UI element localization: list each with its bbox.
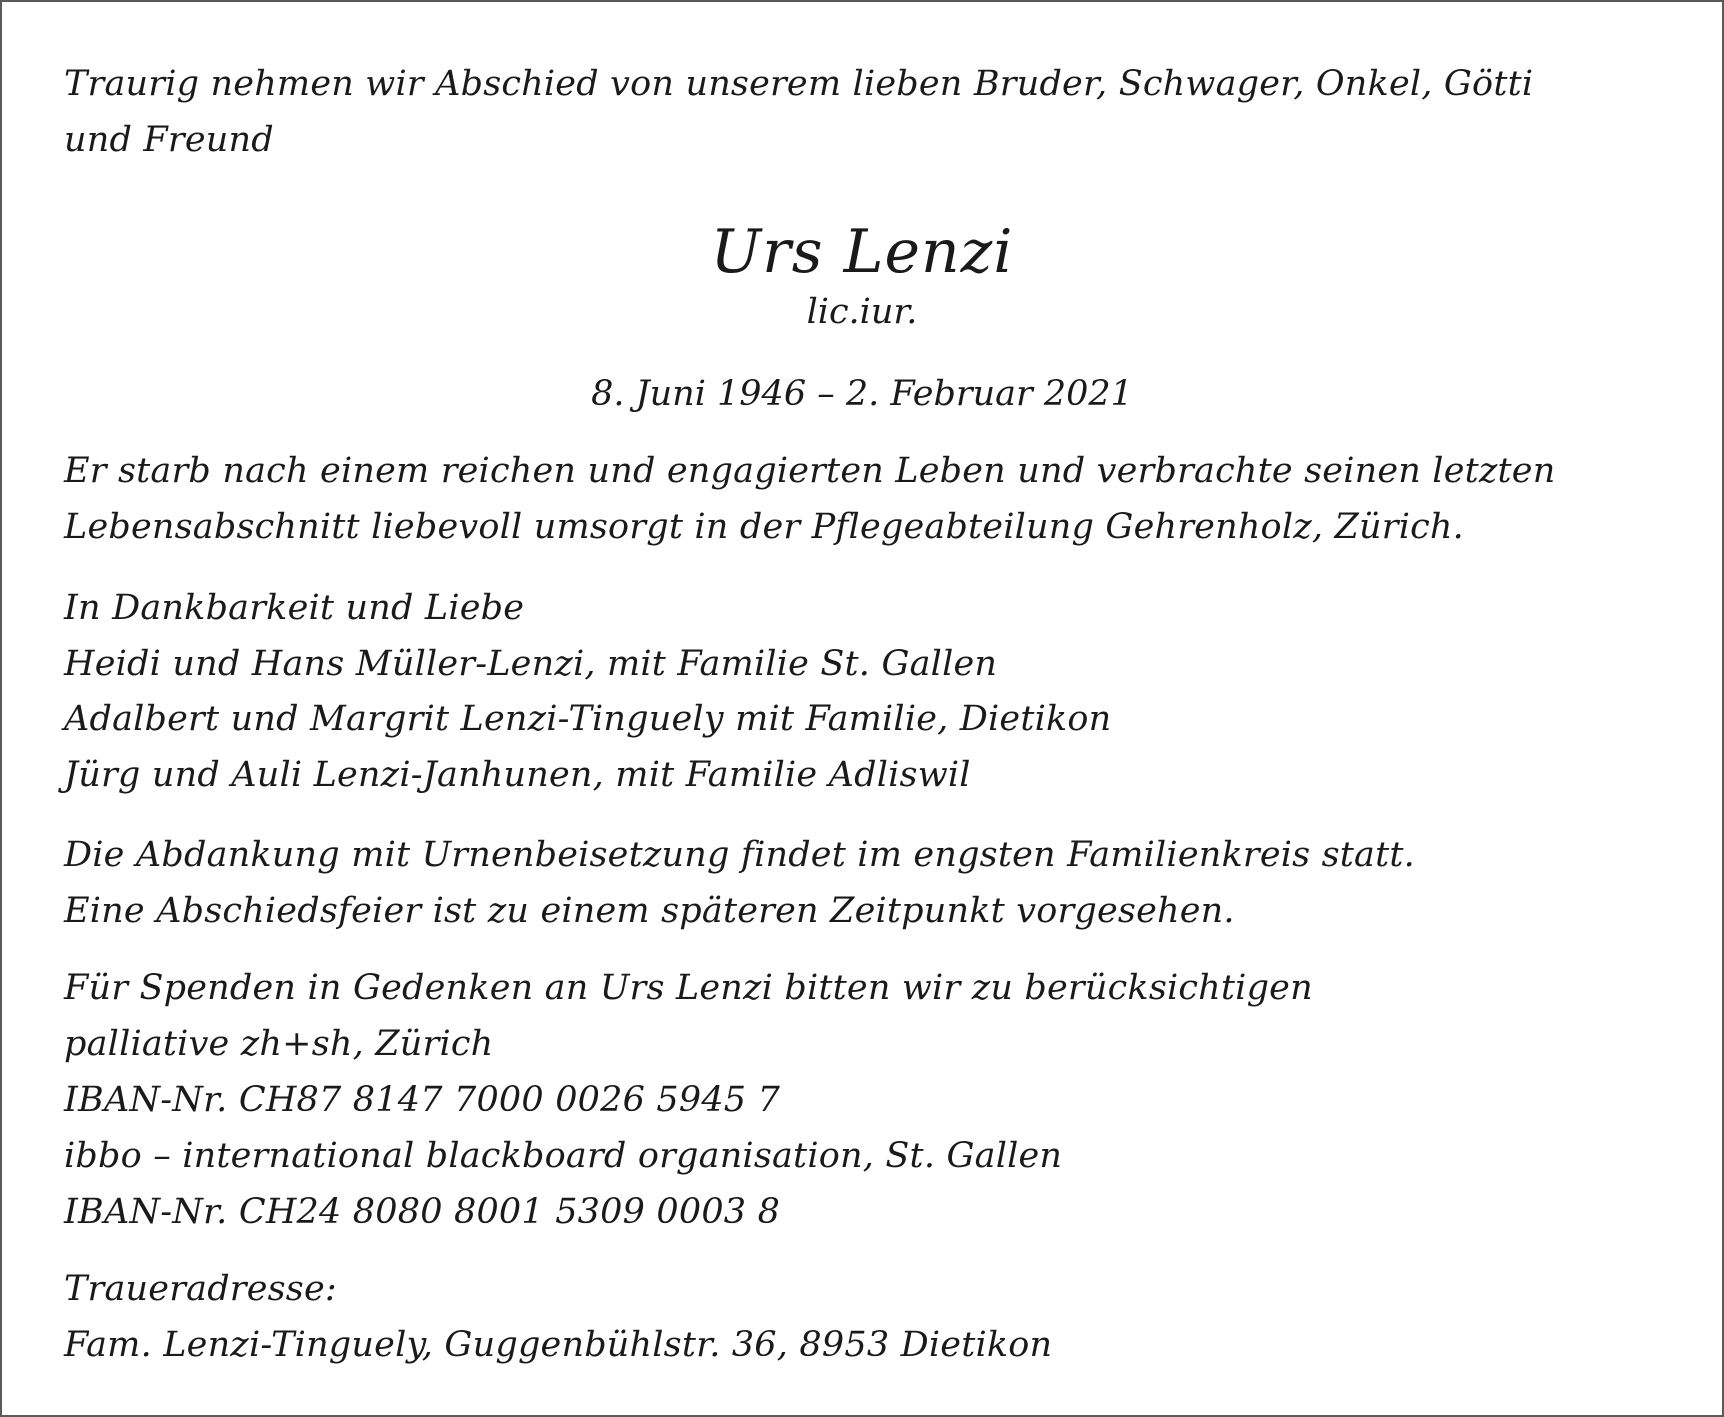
donation-recipient-iban: IBAN-Nr. CH24 8080 8001 5309 0003 8 — [64, 1192, 781, 1232]
address-value: Fam. Lenzi-Tinguely, Guggenbühlstr. 36, 8953 Dietikon — [64, 1325, 1053, 1365]
ceremony-line-1: Die Abdankung mit Urnenbeisetzung findet im engsten Familienkreis statt. — [64, 835, 1415, 875]
mourner-family: Jürg und Auli Lenzi-Janhunen, mit Familie Adliswil — [64, 755, 971, 795]
mourner-family: Adalbert und Margrit Lenzi-Tinguely mit Familie, Dietikon — [64, 699, 1112, 739]
donation-recipient-iban: IBAN-Nr. CH87 8147 7000 0026 5945 7 — [64, 1080, 781, 1120]
mourner-family: Heidi und Hans Müller-Lenzi, mit Familie St. Gallen — [64, 644, 998, 684]
life-dates: 8. Juni 1946 – 2. Februar 2021 — [591, 374, 1133, 414]
intro-line-1: Traurig nehmen wir Abschied von unserem lieben Bruder, Schwager, Onkel, Götti — [64, 64, 1534, 104]
intro-line-2: und Freund — [64, 120, 274, 160]
life-text-line-1: Er starb nach einem reichen und engagierten Leben und verbrachte seinen letzten — [64, 451, 1556, 491]
donation-recipient-name: ibbo – international blackboard organisation, St. Gallen — [64, 1136, 1063, 1176]
address-label: Traueradresse: — [64, 1269, 337, 1309]
deceased-title: lic.iur. — [806, 292, 918, 332]
mourners-intro: In Dankbarkeit und Liebe — [64, 588, 525, 628]
ceremony-line-2: Eine Abschiedsfeier ist zu einem späteren Zeitpunkt vorgesehen. — [64, 891, 1235, 931]
deceased-name: Urs Lenzi — [710, 217, 1014, 287]
donation-recipient-name: palliative zh+sh, Zürich — [64, 1024, 494, 1064]
life-text-line-2: Lebensabschnitt liebevoll umsorgt in der Pflegeabteilung Gehrenholz, Zürich. — [64, 507, 1464, 547]
donations-intro: Für Spenden in Gedenken an Urs Lenzi bitten wir zu berücksichtigen — [64, 968, 1313, 1008]
